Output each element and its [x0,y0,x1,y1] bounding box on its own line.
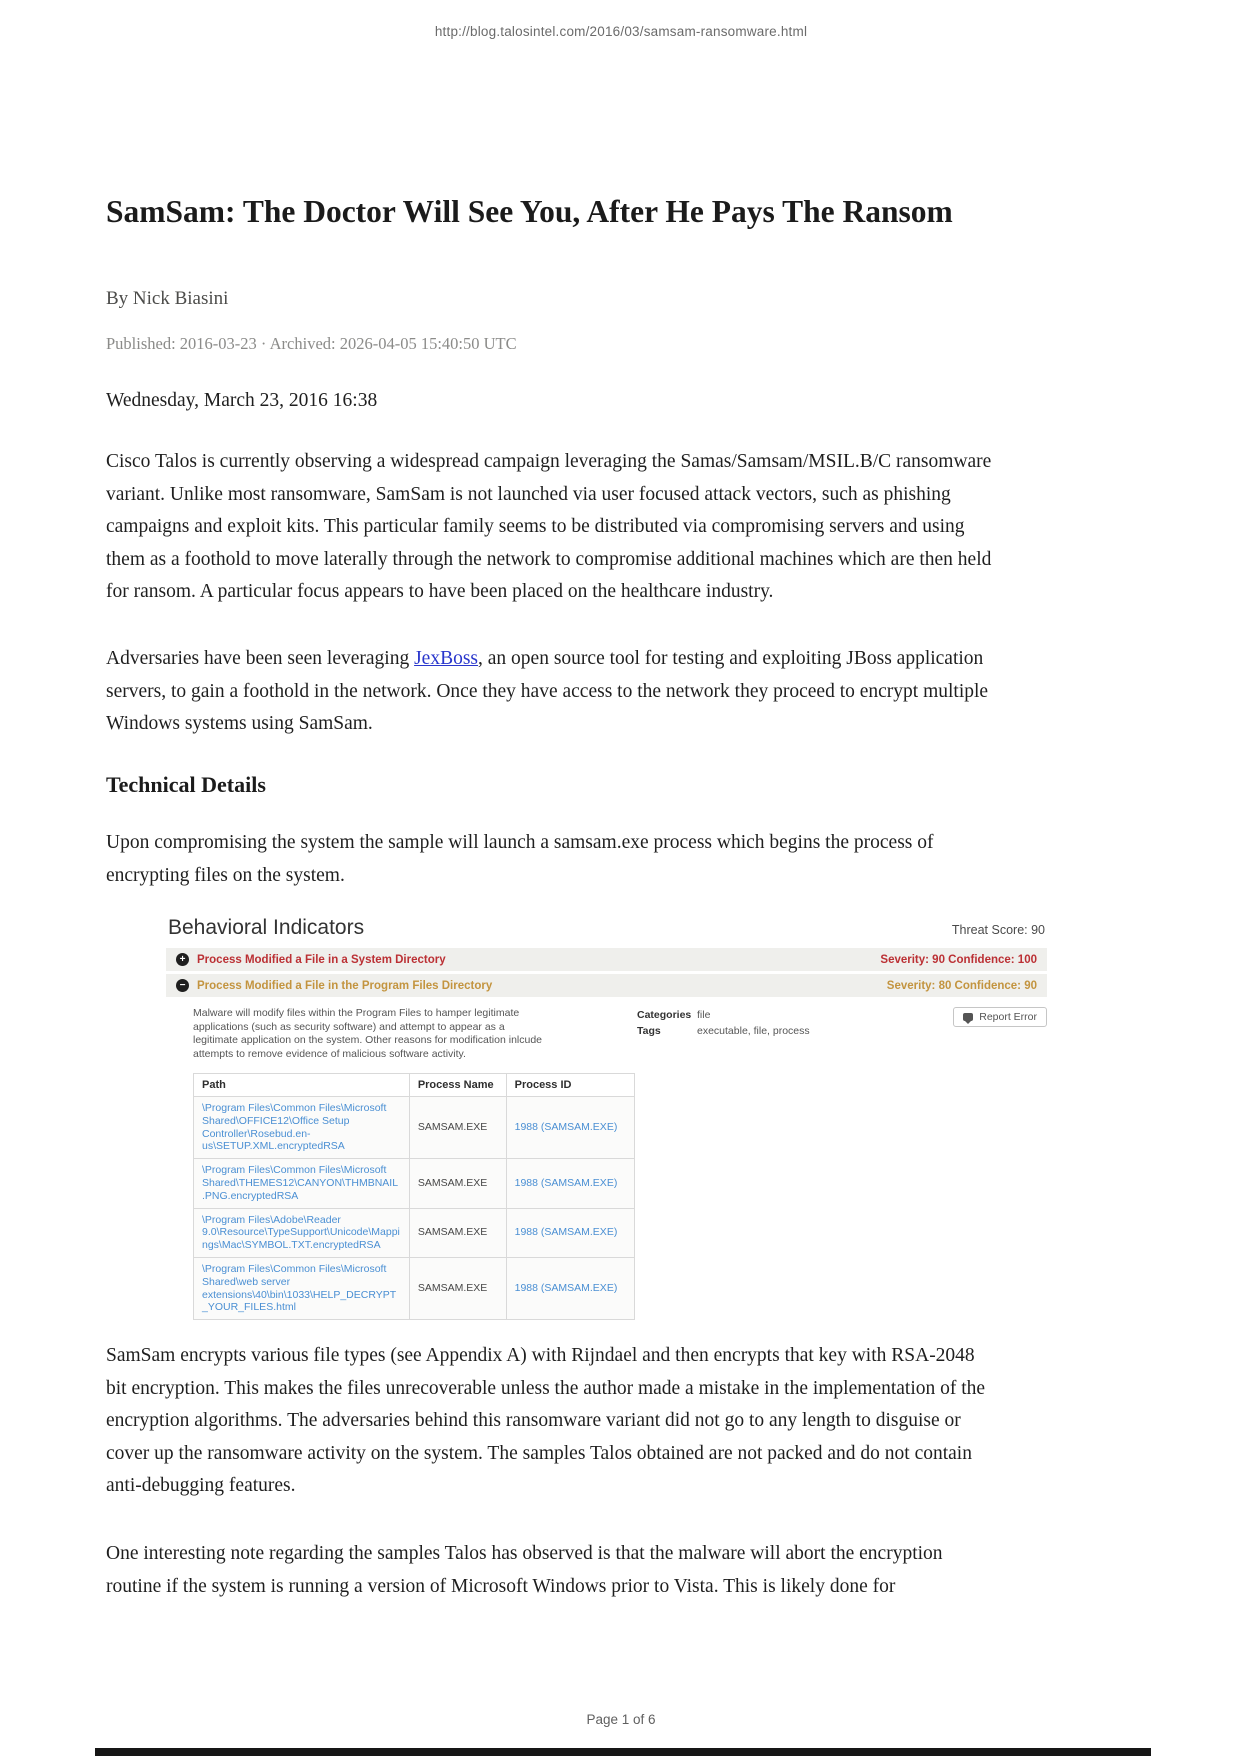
tags-label: Tags [637,1025,661,1037]
circle-minus-icon: − [176,979,189,992]
categories-label: Categories [637,1009,692,1021]
indicator-row-program-files[interactable] [166,974,1047,997]
process-name-cell: SAMSAM.EXE [409,1208,506,1257]
behavioral-indicators-widget [166,910,1047,1320]
report-error-label: Report Error [979,1011,1037,1023]
jexboss-link[interactable]: JexBoss [414,648,479,669]
column-header-process-id: Process ID [506,1074,634,1097]
process-id-link[interactable]: 1988 (SAMSAM.EXE) [506,1257,634,1319]
paragraph-text: , an open source tool for testing and exploiting JBoss application servers, to gain a foothold in the network. Once they have access to the network they proceed to encrypt multiple Windows systems using SamSam. [106,648,989,734]
table-header-row [194,1074,635,1097]
path-link[interactable]: \Program Files\Common Files\Microsoft Shared\OFFICE12\Office Setup Controller\Rosebud.en-us\SETUP.XML.encryptedRSA [194,1097,410,1159]
tags-value: executable, file, process [697,1025,810,1037]
dateline: Wednesday, March 23, 2016 16:38 [106,390,378,411]
indicator-description: Malware will modify files within the Program Files to hamper legitimate applications (such as security software) and attempt to appear as a legitimate application on the system. Other reasons for modification inlcude attempts to remove evidence of malicious software activity. [193,1007,543,1060]
process-table [193,1073,635,1320]
widget-header [166,910,1047,948]
indicator-detail-panel [166,1007,1047,1061]
process-id-link[interactable]: 1988 (SAMSAM.EXE) [506,1208,634,1257]
circle-plus-icon: + [176,953,189,966]
table-row [194,1257,635,1319]
path-link[interactable]: \Program Files\Common Files\Microsoft Shared\web server extensions\40\bin\1033\HELP_DECRYPT_YOUR_FILES.html [194,1257,410,1319]
process-name-cell: SAMSAM.EXE [409,1097,506,1159]
table-row [194,1159,635,1208]
paragraph-jexboss [106,643,996,741]
process-name-cell: SAMSAM.EXE [409,1257,506,1319]
widget-title: Behavioral Indicators [168,916,365,939]
published-archived-line: Published: 2016-03-23 · Archived: 2026-04-05 15:40:50 UTC [106,334,517,353]
indicator-label: Process Modified a File in a System Directory [197,953,446,966]
indicator-meta [637,1007,810,1039]
categories-row [637,1007,810,1023]
paragraph-encryption: SamSam encrypts various file types (see Appendix A) with Rijndael and then encrypts that key with RSA-2048 bit encryption. This makes the files unrecoverable unless the author made a mistake in the implementation of the encryption algorithms. The adversaries behind this ransomware variant did not go to any length to disguise or cover up the ransomware activity on the system. The samples Talos obtained are not packed and do not contain anti-debugging features. [106,1345,986,1496]
next-page-edge [95,1748,1151,1756]
path-link[interactable]: \Program Files\Adobe\Reader 9.0\Resource\TypeSupport\Unicode\Mappings\Mac\SYMBOL.TXT.encryptedRSA [194,1208,410,1257]
indicator-row-system-directory[interactable] [166,948,1047,971]
indicator-severity: Severity: 80 Confidence: 90 [886,979,1037,992]
report-error-button[interactable] [953,1007,1047,1027]
speech-bubble-icon [963,1013,973,1021]
categories-value: file [697,1009,711,1021]
process-id-link[interactable]: 1988 (SAMSAM.EXE) [506,1097,634,1159]
paragraph-windows-note: One interesting note regarding the samples Talos has observed is that the malware will abort the encryption routine if the system is running a version of Microsoft Windows prior to Vista. This is likely done for [106,1543,943,1597]
paragraph-compromise: Upon compromising the system the sample will launch a samsam.exe process which begins the process of encrypting files on the system. [106,832,934,886]
tags-row [637,1023,810,1039]
threat-score: Threat Score: 90 [951,923,1045,937]
paragraph-intro: Cisco Talos is currently observing a widespread campaign leveraging the Samas/Samsam/MSIL.B/C ransomware variant. Unlike most ransomware, SamSam is not launched via user focused attack vectors, such as phishing campaigns and exploit kits. This particular family seems to be distributed via compromising servers and using them as a foothold to move laterally through the network to compromise additional machines which are then held for ransom. A particular focus appears to have been placed on the healthcare industry. [106,451,992,602]
path-link[interactable]: \Program Files\Common Files\Microsoft Shared\THEMES12\CANYON\THMBNAIL.PNG.encryptedRSA [194,1159,410,1208]
process-id-link[interactable]: 1988 (SAMSAM.EXE) [506,1159,634,1208]
paragraph-text: Adversaries have been seen leveraging [106,648,415,669]
indicator-severity: Severity: 90 Confidence: 100 [880,953,1037,966]
column-header-path: Path [194,1074,410,1097]
column-header-process-name: Process Name [409,1074,506,1097]
table-row [194,1097,635,1159]
print-url-header: http://blog.talosintel.com/2016/03/samsam-ransomware.html [434,24,808,39]
process-name-cell: SAMSAM.EXE [409,1159,506,1208]
table-row [194,1208,635,1257]
indicator-label: Process Modified a File in the Program Files Directory [197,979,493,992]
byline: By Nick Biasini [106,288,229,309]
page-number-footer: Page 1 of 6 [586,1712,656,1727]
page-title: SamSam: The Doctor Will See You, After He Pays The Ransom [106,194,953,229]
section-heading-technical-details: Technical Details [106,772,266,797]
